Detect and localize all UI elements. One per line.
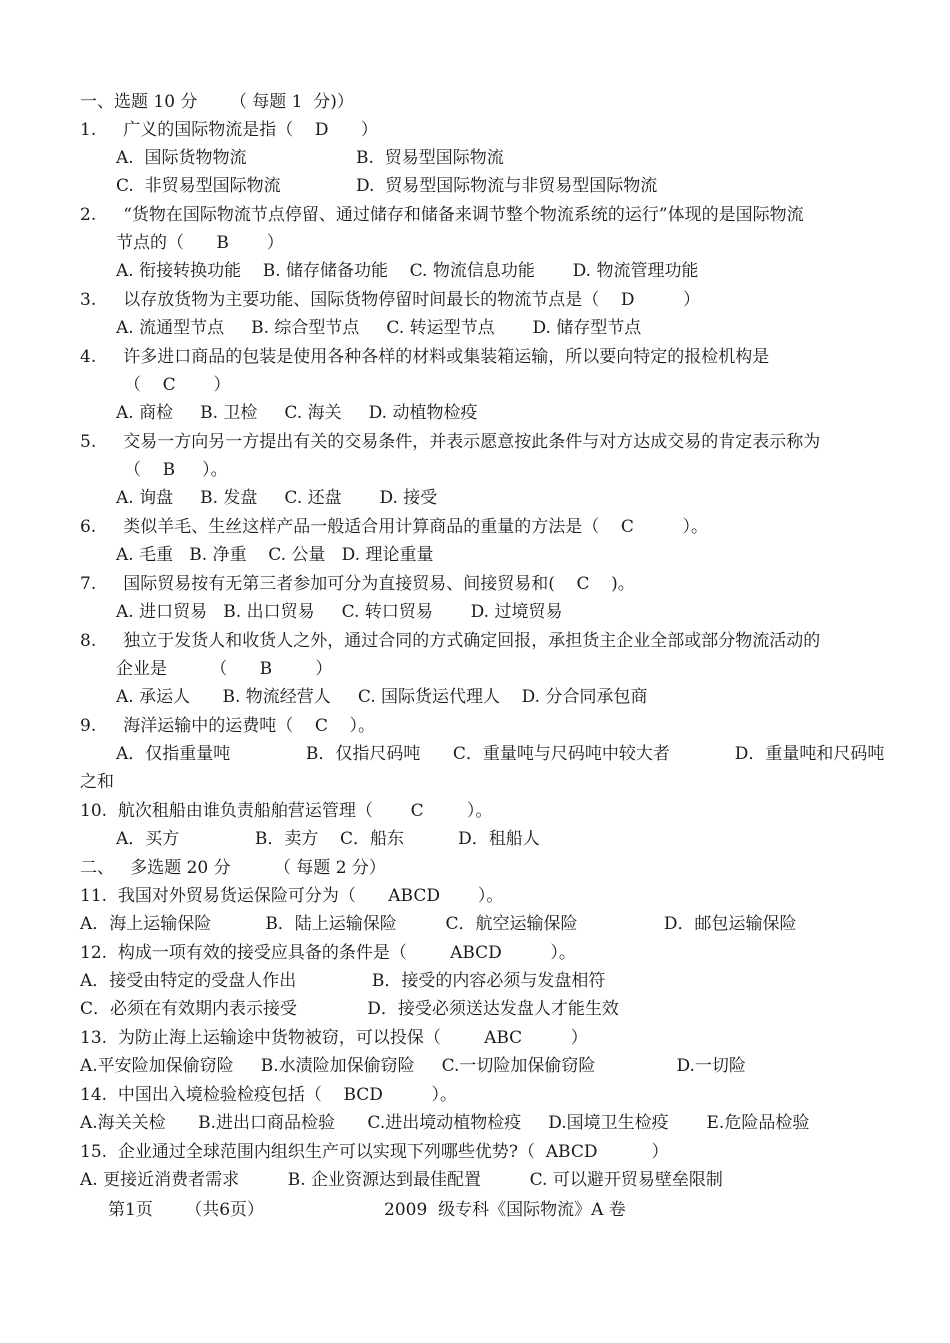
question-9: 9. 海洋运输中的运费吨（ C ）。 bbox=[80, 716, 375, 736]
q8-options: A. 承运人 B. 物流经营人 C. 国际货运代理人 D. 分合同承包商 bbox=[116, 687, 648, 707]
question-3: 3. 以存放货物为主要功能、国际货物停留时间最长的物流节点是（ D ） bbox=[80, 290, 701, 310]
q4-options: A. 商检 B. 卫检 C. 海关 D. 动植物检疫 bbox=[116, 403, 478, 423]
q11-options: A．海上运输保险 B．陆上运输保险 C．航空运输保险 D．邮包运输保险 bbox=[80, 914, 797, 934]
q12-options-cd: C．必须在有效期内表示接受 D．接受必须送达发盘人才能生效 bbox=[80, 999, 619, 1019]
question-15: 15. 企业通过全球范围内组织生产可以实现下列哪些优势?（ ABCD ） bbox=[80, 1142, 669, 1162]
question-14: 14. 中国出入境检验检疫包括（ BCD ）。 bbox=[80, 1085, 458, 1105]
question-5: 5. 交易一方向另一方提出有关的交易条件，并表示愿意按此条件与对方达成交易的肯定表示称为 bbox=[80, 432, 821, 452]
q14-options: A.海关关检 B.进出口商品检验 C.进出境动植物检疫 D.国境卫生检疫 E.危险品检验 bbox=[80, 1113, 810, 1133]
question-4-cont: （ C ） bbox=[124, 375, 231, 395]
question-5-cont: （ B ）。 bbox=[124, 460, 228, 480]
question-1: 1. 广义的国际物流是指（ D ） bbox=[80, 120, 378, 140]
question-8-cont: 企业是 （ B ） bbox=[116, 659, 333, 679]
q10-options: A．买方 B．卖方 C．船东 D．租船人 bbox=[116, 829, 540, 849]
question-13: 13. 为防止海上运输途中货物被窃，可以投保（ ABC ） bbox=[80, 1028, 588, 1048]
question-12: 12. 构成一项有效的接受应具备的条件是（ ABCD ）。 bbox=[80, 943, 576, 963]
q5-options: A. 询盘 B. 发盘 C. 还盘 D. 接受 bbox=[116, 488, 438, 508]
question-10: 10. 航次租船由谁负责船舶营运管理（ C ）。 bbox=[80, 801, 493, 821]
q2-options: A. 衔接转换功能 B. 储存储备功能 C. 物流信息功能 D. 物流管理功能 bbox=[116, 261, 699, 281]
q7-options: A. 进口贸易 B. 出口贸易 C. 转口贸易 D. 过境贸易 bbox=[116, 602, 563, 622]
question-2: 2. “货物在国际物流节点停留、通过储存和储备来调节整个物流系统的运行”体现的是国际物流 bbox=[80, 205, 804, 225]
q9-options-cont: 之和 bbox=[80, 772, 114, 792]
page-footer-number: 第1页 （共6页） bbox=[108, 1200, 265, 1220]
section-2-heading: 二、 多选题 20 分 （ 每题 2 分） bbox=[80, 858, 386, 878]
q1-option-c: C. 非贸易型国际物流 bbox=[116, 176, 281, 196]
q1-option-a: A. 国际货物物流 bbox=[116, 148, 247, 168]
q12-options-ab: A．接受由特定的受盘人作出 B．接受的内容必须与发盘相符 bbox=[80, 971, 606, 991]
question-6: 6. 类似羊毛、生丝这样产品一般适合用计算商品的重量的方法是（ C ）。 bbox=[80, 517, 708, 537]
q6-options: A. 毛重 B. 净重 C. 公量 D. 理论重量 bbox=[116, 545, 434, 565]
q13-options: A.平安险加保偷窃险 B.水渍险加保偷窃险 C.一切险加保偷窃险 D.一切险 bbox=[80, 1056, 746, 1076]
q15-options: A. 更接近消费者需求 B. 企业资源达到最佳配置 C. 可以避开贸易壁垒限制 bbox=[80, 1170, 723, 1190]
q1-option-d: D. 贸易型国际物流与非贸易型国际物流 bbox=[356, 176, 658, 196]
question-11: 11. 我国对外贸易货运保险可分为（ ABCD ）。 bbox=[80, 886, 504, 906]
question-7: 7. 国际贸易按有无第三者参加可分为直接贸易、间接贸易和( C )。 bbox=[80, 574, 635, 594]
q1-option-b: B. 贸易型国际物流 bbox=[356, 148, 504, 168]
section-1-heading: 一、选题 10 分 （ 每题 1 分)） bbox=[80, 92, 354, 112]
page-footer-title: 2009 级专科《国际物流》A 卷 bbox=[384, 1200, 626, 1220]
q9-options: A．仅指重量吨 B．仅指尺码吨 C．重量吨与尺码吨中较大者 D．重量吨和尺码吨 bbox=[116, 744, 885, 764]
q3-options: A. 流通型节点 B. 综合型节点 C. 转运型节点 D. 储存型节点 bbox=[116, 318, 642, 338]
question-8: 8. 独立于发货人和收货人之外，通过合同的方式确定回报，承担货主企业全部或部分物流活动的 bbox=[80, 631, 821, 651]
question-2-cont: 节点的（ B ） bbox=[116, 233, 284, 253]
question-4: 4. 许多进口商品的包装是使用各种各样的材料或集装箱运输，所以要向特定的报检机构是 bbox=[80, 347, 770, 367]
